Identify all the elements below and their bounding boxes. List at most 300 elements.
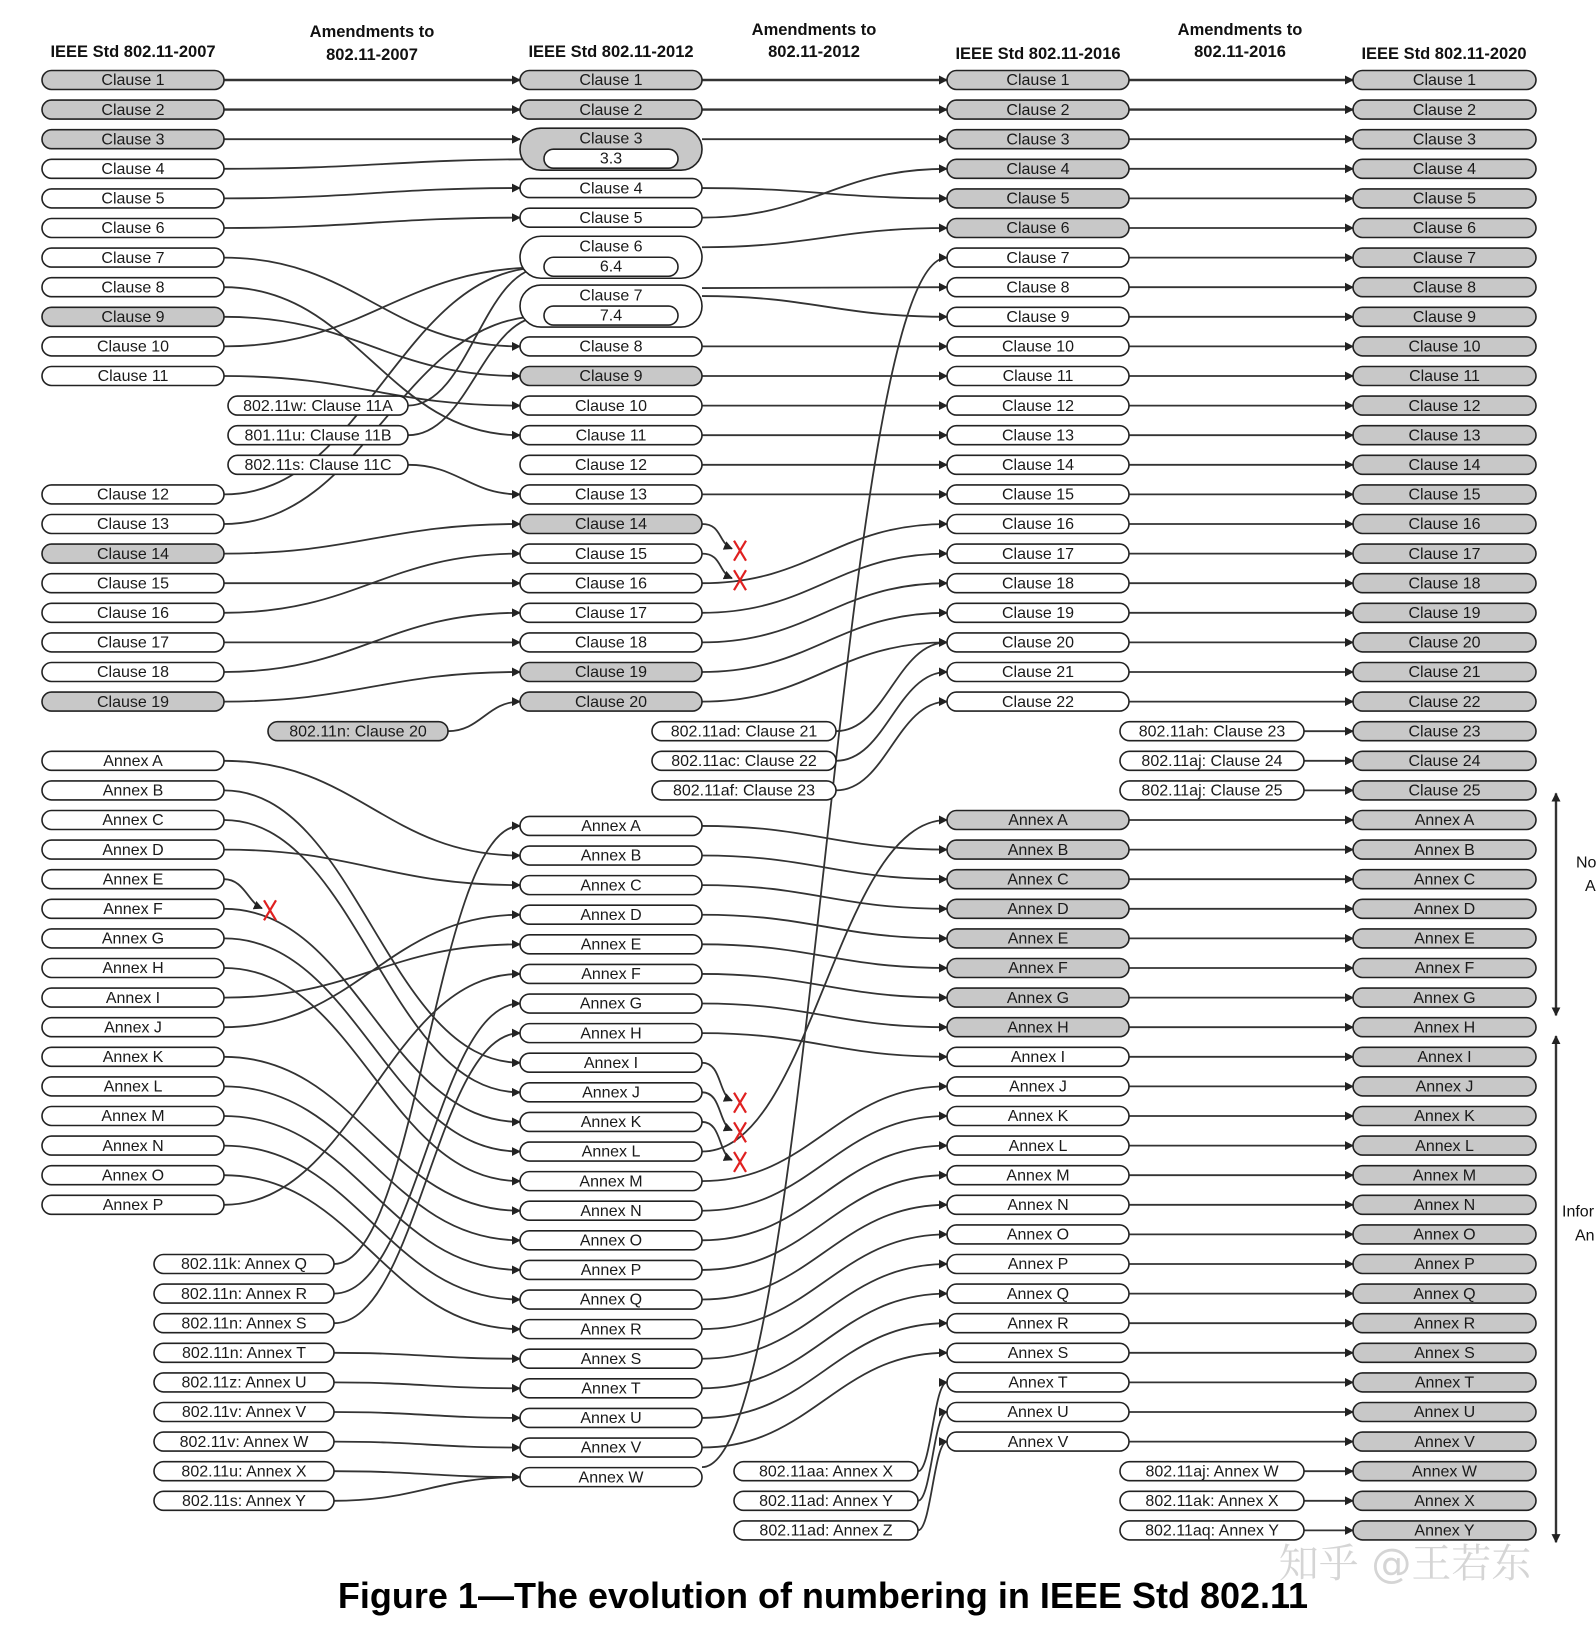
header-2007: IEEE Std 802.11-2007 [50, 43, 216, 61]
clause-label: Annex O [101, 1167, 165, 1185]
clause-label: Annex J [582, 1084, 640, 1102]
watermark: 知乎 @王若东 [1278, 1541, 1532, 1587]
subclause-label: 3.3 [599, 150, 623, 168]
header-amend-2007-line1: Amendments to [309, 23, 435, 41]
clause-label: Annex F [103, 901, 163, 919]
clause-label: Annex Q [1413, 1285, 1476, 1303]
col2007-clause-18 [42, 663, 224, 682]
clause-label: Annex L [103, 1078, 163, 1096]
col2007-clause-10 [42, 337, 224, 356]
col2012-clause-3 [520, 128, 702, 170]
amend2012-802-11ad-annex-y [734, 1491, 918, 1510]
col2012-annex-q [520, 1290, 702, 1309]
clause-label: Clause 9 [101, 309, 165, 327]
col2007-annex-p [42, 1195, 224, 1214]
clause-label: 802.11n: Annex S [181, 1315, 307, 1333]
col2007-annex-o [42, 1166, 224, 1185]
clause-label: Clause 14 [1001, 457, 1075, 475]
clause-label: Clause 10 [1001, 338, 1075, 356]
clause-label: Clause 21 [1001, 664, 1075, 682]
col2007-clause-19 [42, 692, 224, 711]
clause-label: Clause 4 [1412, 161, 1477, 179]
clause-label: Clause 9 [579, 368, 643, 386]
clause-label: Annex Q [1006, 1285, 1070, 1303]
clause-label: Clause 18 [1001, 575, 1075, 593]
clause-label: Annex W [578, 1469, 644, 1487]
clause-label: Clause 9 [1412, 309, 1477, 327]
col2007-annex-a [42, 751, 224, 770]
clause-label: Clause 1 [101, 72, 165, 90]
col2016-annex-b [947, 840, 1129, 859]
clause-label: Annex E [1007, 930, 1069, 948]
clause-label: Clause 15 [1408, 486, 1481, 504]
removal-arrow [702, 1063, 732, 1101]
amend2007-802-11w-clause-11a [228, 396, 408, 415]
mapping-arrow [702, 944, 947, 968]
col2007-clause-12 [42, 485, 224, 504]
col2012-clause-1 [520, 71, 702, 90]
clause-label: 802.11s: Clause 11C [244, 457, 392, 475]
clause-label: Annex K [1414, 1108, 1475, 1126]
col2020-clause-8 [1353, 278, 1536, 297]
col2020-clause-4 [1353, 159, 1536, 178]
clause-label: Clause 22 [1408, 693, 1481, 711]
col2016-clause-7 [947, 248, 1129, 267]
amend2012-802-11aa-annex-x [734, 1462, 918, 1481]
col2016-annex-i [947, 1047, 1129, 1066]
col2012-clause-12 [520, 455, 702, 474]
col2012-annex-o [520, 1231, 702, 1250]
clause-label: Annex H [102, 960, 164, 978]
amend2016-802-11aj-clause-24 [1120, 751, 1304, 770]
clause-label: Clause 22 [1001, 693, 1075, 711]
mapping-arrow [224, 317, 520, 376]
clause-label: Annex H [580, 1025, 642, 1043]
mapping-arrow [702, 1294, 947, 1389]
col2016-clause-16 [947, 515, 1129, 534]
clause-label: Annex A [1414, 812, 1475, 830]
col2020-clause-13 [1353, 426, 1536, 445]
removal-arrow [702, 554, 732, 579]
amend2007-802-11z-annex-u [154, 1373, 334, 1392]
col2020-clause-25 [1353, 781, 1536, 800]
clause-label: Annex U [580, 1410, 642, 1428]
col2012-clause-2 [520, 100, 702, 119]
col2016-annex-g [947, 988, 1129, 1007]
clause-label: Annex D [1413, 901, 1476, 919]
clause-label: Annex V [1007, 1433, 1069, 1451]
col2007-annex-d [42, 840, 224, 859]
header-amend-2007-line2: 802.11-2007 [326, 46, 418, 64]
col2007-clause-14 [42, 544, 224, 563]
clause-label: Annex F [1414, 960, 1475, 978]
clause-label: 802.11u: Annex X [181, 1463, 307, 1481]
col2012-annex-u [520, 1408, 702, 1427]
clause-label: Clause 10 [1408, 338, 1481, 356]
col2016-clause-5 [947, 189, 1129, 208]
mapping-arrow [702, 169, 947, 218]
clause-label: Clause 6 [101, 220, 165, 238]
clause-label: Clause 2 [1412, 101, 1477, 119]
clause-label: Clause 4 [101, 161, 165, 179]
mapping-arrow [224, 968, 520, 1181]
clause-label: Annex H [1413, 1019, 1476, 1037]
col2020-clause-18 [1353, 574, 1536, 593]
col2012-annex-m [520, 1172, 702, 1191]
mapping-arrow [702, 1205, 947, 1300]
mapping-arrow [224, 915, 520, 1027]
col2016-clause-20 [947, 633, 1129, 652]
col2007-clause-8 [42, 278, 224, 297]
amend2007-802-11s-clause-11c [228, 455, 408, 474]
clause-label: 802.11ak: Annex X [1145, 1493, 1279, 1511]
col2007-annex-f [42, 899, 224, 918]
clause-label: Clause 19 [574, 664, 648, 682]
clause-label: 802.11aj: Clause 25 [1141, 782, 1283, 800]
col2012-annex-a [520, 816, 702, 835]
col2012-annex-f [520, 964, 702, 983]
clause-label: Annex E [102, 871, 164, 889]
clause-label: Annex L [581, 1143, 641, 1161]
clause-label: Annex I [1010, 1049, 1066, 1067]
clause-label: Annex D [1007, 901, 1069, 919]
col2016-annex-a [947, 811, 1129, 830]
header-amend-2012-line1: Amendments to [751, 21, 877, 39]
col2020-annex-o [1353, 1225, 1536, 1244]
mapping-arrow [702, 1004, 947, 1028]
figure-caption: Figure 1—The evolution of numbering in IEEE Std 802.11 [337, 1575, 1309, 1616]
normative-label-line1: No [1576, 854, 1596, 872]
header-2016: IEEE Std 802.11-2016 [955, 45, 1121, 63]
clause-label: 802.11ad: Annex Z [759, 1522, 893, 1540]
col2007-annex-i [42, 988, 224, 1007]
clause-label: Annex X [1414, 1493, 1475, 1511]
col2020-clause-1 [1353, 71, 1536, 90]
col2007-annex-e [42, 870, 224, 889]
clause-label: Annex U [1007, 1404, 1069, 1422]
clause-label: Clause 13 [1408, 427, 1481, 445]
col2007-annex-j [42, 1018, 224, 1037]
mapping-arrow [224, 1146, 520, 1300]
col2012-annex-r [520, 1320, 702, 1339]
col2012-clause-20 [520, 692, 702, 711]
clause-label: Clause 11 [1409, 368, 1480, 386]
clause-label: 802.11ac: Clause 22 [671, 753, 817, 771]
mapping-arrow [224, 761, 520, 856]
col2012-clause-13 [520, 485, 702, 504]
col2020-clause-2 [1353, 100, 1536, 119]
col2016-clause-14 [947, 455, 1129, 474]
amend2007-802-11n-annex-s [154, 1314, 334, 1333]
clause-label: 802.11aq: Annex Y [1145, 1522, 1279, 1540]
clause-label: Clause 17 [574, 605, 648, 623]
col2012-annex-l [520, 1142, 702, 1161]
col2016-annex-l [947, 1136, 1129, 1155]
col2012-clause-9 [520, 367, 702, 386]
clause-label: 802.11s: Annex Y [182, 1493, 306, 1511]
clause-label: Annex G [579, 995, 643, 1013]
col2007-clause-6 [42, 219, 224, 238]
clause-label: Annex U [1413, 1404, 1476, 1422]
col2012-clause-15 [520, 544, 702, 563]
col2012-clause-11 [520, 426, 702, 445]
col2007-clause-4 [42, 159, 224, 178]
col2007-annex-m [42, 1107, 224, 1126]
clause-label: Annex I [105, 989, 161, 1007]
clause-label: Clause 4 [1006, 161, 1070, 179]
col2016-annex-u [947, 1403, 1129, 1422]
clause-label: 802.11z: Annex U [181, 1374, 307, 1392]
col2020-annex-k [1353, 1107, 1536, 1126]
clause-label: 802.11n: Annex R [180, 1285, 308, 1303]
col2012-annex-e [520, 935, 702, 954]
amend2016-802-11aj-clause-25 [1120, 781, 1304, 800]
col2020-clause-16 [1353, 515, 1536, 534]
clause-label: Clause 24 [1408, 753, 1481, 771]
col2020-clause-23 [1353, 722, 1536, 741]
col2020-annex-j [1353, 1077, 1536, 1096]
clause-label: Clause 16 [1408, 516, 1481, 534]
clause-label: Clause 20 [574, 693, 648, 711]
clause-label: Annex L [1008, 1137, 1068, 1155]
amend2012-802-11af-clause-23 [652, 781, 836, 800]
col2020-annex-t [1353, 1373, 1536, 1392]
clause-label: Clause 3 [1006, 131, 1070, 149]
col2020-annex-x [1353, 1491, 1536, 1510]
clause-label: Clause 18 [96, 664, 170, 682]
mapping-arrow [702, 1323, 947, 1418]
clause-label: Clause 1 [579, 72, 643, 90]
clause-label: Annex B [580, 847, 642, 865]
col2020-annex-u [1353, 1403, 1536, 1422]
clause-label: Annex K [1007, 1108, 1069, 1126]
mapping-arrow [702, 826, 947, 850]
clause-label: Annex G [1413, 989, 1476, 1007]
mapping-arrow [224, 1116, 520, 1270]
mapping-arrow [702, 885, 947, 909]
clause-label: Clause 1 [1412, 72, 1477, 90]
col2020-annex-w [1353, 1462, 1536, 1481]
clause-label: Clause 10 [574, 397, 648, 415]
col2020-clause-10 [1353, 337, 1536, 356]
col2020-clause-17 [1353, 544, 1536, 563]
clause-label: Clause 2 [579, 101, 643, 119]
col2016-annex-q [947, 1284, 1129, 1303]
col2020-clause-6 [1353, 219, 1536, 238]
clause-label: Clause 3 [1412, 131, 1477, 149]
amend2007-802-11n-annex-t [154, 1343, 334, 1362]
mapping-arrow [702, 1264, 947, 1359]
col2012-annex-v [520, 1438, 702, 1457]
clause-label: Clause 16 [1001, 516, 1075, 534]
col2012-annex-h [520, 1024, 702, 1043]
col2020-clause-19 [1353, 603, 1536, 622]
col2020-annex-h [1353, 1018, 1536, 1037]
clause-label: Annex P [102, 1197, 164, 1215]
clause-label: Annex A [103, 753, 163, 771]
clause-label: Clause 17 [1001, 545, 1075, 563]
clause-label: Clause 8 [101, 279, 165, 297]
col2007-clause-1 [42, 71, 224, 90]
clause-label: Annex D [102, 841, 164, 859]
col2020-clause-22 [1353, 692, 1536, 711]
col2007-clause-15 [42, 574, 224, 593]
col2007-annex-c [42, 811, 224, 830]
col2016-annex-f [947, 959, 1129, 978]
col2020-clause-21 [1353, 663, 1536, 682]
col2012-clause-4 [520, 179, 702, 198]
mapping-arrow [702, 583, 947, 642]
clause-label: Clause 11 [1002, 368, 1074, 386]
clause-label: Annex O [579, 1232, 643, 1250]
col2020-clause-24 [1353, 751, 1536, 770]
amend2007-802-11u-annex-x [154, 1462, 334, 1481]
clause-label: 802.11af: Clause 23 [672, 782, 816, 800]
col2012-clause-19 [520, 663, 702, 682]
clause-label: Clause 2 [1006, 101, 1070, 119]
col2007-clause-11 [42, 367, 224, 386]
header-amend-2016-line1: Amendments to [1177, 21, 1303, 39]
col2020-annex-s [1353, 1343, 1536, 1362]
col2020-annex-m [1353, 1166, 1536, 1185]
clause-label: Annex N [1413, 1197, 1476, 1215]
clause-label: 802.11aj: Clause 24 [1141, 753, 1283, 771]
clause-label: Annex I [1417, 1049, 1472, 1067]
removed-x-mark [734, 1093, 746, 1113]
clause-label: Clause 4 [579, 180, 643, 198]
clause-label: Annex R [580, 1321, 642, 1339]
clause-label: Annex C [102, 812, 164, 830]
mapping-arrow [334, 1412, 520, 1418]
mapping-arrow [224, 159, 544, 169]
clause-label: Clause 14 [1408, 457, 1481, 475]
col2016-clause-3 [947, 130, 1129, 149]
col2016-clause-11 [947, 367, 1129, 386]
mapping-arrow [224, 524, 520, 554]
mapping-arrow [702, 915, 947, 939]
clause-label: Annex P [1414, 1256, 1475, 1274]
clause-label: Annex M [579, 1173, 643, 1191]
amend2012-802-11ad-annex-z [734, 1521, 918, 1540]
col2007-annex-h [42, 959, 224, 978]
clause-label: 802.11n: Clause 20 [289, 723, 427, 741]
clause-label: Clause 12 [574, 457, 648, 475]
clause-label: Clause 3 [101, 131, 165, 149]
col2020-annex-g [1353, 988, 1536, 1007]
clause-label: Clause 9 [1006, 309, 1070, 327]
clause-label: Clause 7 [579, 287, 643, 305]
col2016-annex-v [947, 1432, 1129, 1451]
col2020-annex-i [1353, 1047, 1536, 1066]
clause-label: Annex A [1008, 812, 1068, 830]
mapping-arrow [334, 1382, 520, 1388]
clause-label: Clause 21 [1408, 664, 1481, 682]
col2012-clause-6 [520, 236, 702, 278]
mapping-arrow [224, 188, 520, 198]
col2020-clause-5 [1353, 189, 1536, 208]
col2016-annex-k [947, 1107, 1129, 1126]
clause-label: Annex J [1009, 1078, 1067, 1096]
col2020-clause-9 [1353, 307, 1536, 326]
col2012-clause-10 [520, 396, 702, 415]
amend2007-802-11s-annex-y [154, 1491, 334, 1510]
col2020-annex-y [1353, 1521, 1536, 1540]
col2016-annex-r [947, 1314, 1129, 1333]
clause-label: Clause 8 [1412, 279, 1477, 297]
clause-label: Annex M [1006, 1167, 1070, 1185]
clause-label: Clause 18 [574, 634, 648, 652]
clause-label: Clause 13 [1001, 427, 1075, 445]
amend2007-802-11v-annex-w [154, 1432, 334, 1451]
clause-label: Annex M [101, 1108, 165, 1126]
clause-label: Clause 19 [96, 693, 170, 711]
amend2016-802-11ak-annex-x [1120, 1491, 1304, 1510]
clause-label: Clause 14 [96, 545, 170, 563]
clause-label: Annex H [1007, 1019, 1069, 1037]
clause-label: Annex N [1007, 1197, 1069, 1215]
clause-label: Clause 2 [101, 101, 165, 119]
clause-label: Clause 17 [96, 634, 170, 652]
mapping-arrow [408, 465, 520, 495]
removed-x-mark [264, 900, 276, 920]
col2020-clause-12 [1353, 396, 1536, 415]
clause-label: Annex K [580, 1114, 642, 1132]
col2020-clause-15 [1353, 485, 1536, 504]
clause-label: Annex E [580, 936, 642, 954]
clause-label: Annex Y [1414, 1522, 1475, 1540]
clause-label: Clause 10 [96, 338, 170, 356]
clause-label: Annex W [1412, 1463, 1477, 1481]
clause-label: Clause 16 [574, 575, 648, 593]
col2016-annex-h [947, 1018, 1129, 1037]
col2012-annex-w [520, 1468, 702, 1487]
clause-label: Clause 20 [1408, 634, 1481, 652]
clause-label: Clause 12 [1001, 397, 1075, 415]
connector-layer [224, 80, 1353, 1530]
clause-label: Clause 15 [574, 545, 648, 563]
clause-label: Clause 14 [574, 516, 648, 534]
col2020-annex-b [1353, 840, 1536, 859]
mapping-arrow [334, 1477, 520, 1501]
col2016-clause-19 [947, 603, 1129, 622]
col2007-clause-7 [42, 248, 224, 267]
clause-label: 802.11aj: Annex W [1145, 1463, 1279, 1481]
col2007-clause-5 [42, 189, 224, 208]
col2016-clause-9 [947, 307, 1129, 326]
col2020-clause-7 [1353, 248, 1536, 267]
col2020-annex-c [1353, 870, 1536, 889]
col2012-clause-5 [520, 208, 702, 227]
col2016-annex-p [947, 1255, 1129, 1274]
clause-label: Annex O [1413, 1226, 1476, 1244]
col2016-annex-s [947, 1343, 1129, 1362]
clause-label: Clause 5 [1006, 190, 1070, 208]
col2020-annex-r [1353, 1314, 1536, 1333]
amend2007-802-11k-annex-q [154, 1255, 334, 1274]
clause-label: Clause 18 [1408, 575, 1481, 593]
amend2012-802-11ac-clause-22 [652, 751, 836, 770]
col2020-annex-q [1353, 1284, 1536, 1303]
clause-label: 802.11ad: Annex Y [759, 1493, 893, 1511]
mapping-arrow [224, 1175, 520, 1329]
mapping-arrow [334, 1353, 520, 1359]
header-2020: IEEE Std 802.11-2020 [1361, 45, 1527, 63]
clause-label: Annex P [1007, 1256, 1069, 1274]
col2012-clause-17 [520, 603, 702, 622]
col2016-annex-m [947, 1166, 1129, 1185]
clause-label: Clause 1 [1006, 72, 1070, 90]
mapping-arrow [702, 258, 947, 1468]
